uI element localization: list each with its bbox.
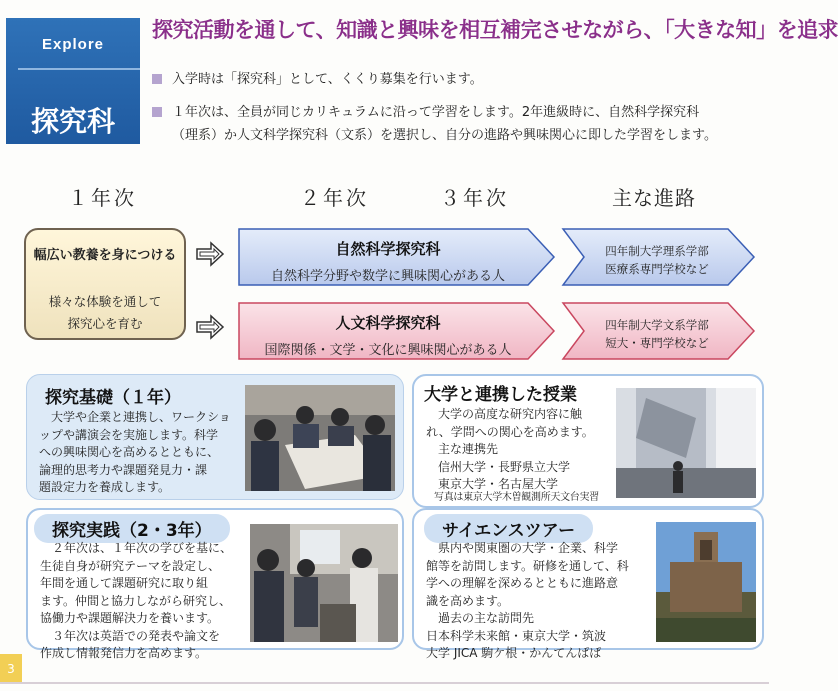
bullet-square-icon [152,107,162,117]
first-year-box [24,228,186,340]
research-photo [250,524,398,642]
column-header-career: 主な進路 [612,186,696,210]
card-title: サイエンスツアー [424,514,593,543]
card-science-tour [412,508,764,660]
card-inquiry-basics [26,374,404,500]
column-header-year1: １年次 [68,186,137,210]
card-title: 探究基礎（１年） [45,388,181,408]
column-header-year3: ３年次 [440,186,509,210]
card-body: 大学の高度な研究内容に触 れ、学問への関心を高めます。 主な連携先 信州大学・長野県立大学 東京大学・名古屋大学 [426,407,594,491]
card-title: 探究実践（2・3年） [34,514,230,543]
science-track-subtitle: 自然科学分野や数学に興味関心がある人 [270,269,505,284]
card-body: 大学や企業と連携し、ワークショ ップや講演会を実施します。科学 への興味関心を高めるとともに、 論理的思考力や課題発見力・課 題設定力を養成します。 [39,410,231,494]
card-body: ２年次は、１年次の学びを基に、 生徒自身が研究テーマを設定し、 年間を通して課題研究に取り組 ます。仲間と協力しながら研究し、 協働力や課題解決力を養います。 ３年次は英語での発表や論文を 作成し情報発信力を高めます。 [40,541,233,660]
workshop-photo [245,385,395,491]
photo-caption: 写真は東京大学木曽観測所天文台実習 [434,492,599,503]
section-badge [6,18,140,144]
observatory-photo [616,388,756,498]
explore-label: Explore [41,36,105,53]
science-track-label [238,238,538,284]
humanities-career-text: 四年制大学文系学部 短大・専門学校など [605,318,709,350]
column-header-year2: ２年次 [300,186,369,210]
card-university-collab [412,374,764,508]
humanities-track-subtitle: 国際関係・文学・文化に興味関心がある人 [264,343,512,358]
arrow-right-icon [196,242,224,266]
card-inquiry-practice [26,508,404,660]
headline: 探究活動を通して、知識と興味を相互補完させながら、「大きな知」を追求 [152,18,838,42]
bullet-square-icon [152,74,162,84]
section-title: 探究科 [30,105,115,138]
campus-building-photo [656,522,756,642]
divider [18,68,140,70]
bullet-item: １年次は、全員が同じカリキュラムに沿って学習をします。2年進級時に、自然科学探究科 （理系）か人文科学探究科（文系）を選択し、自分の進路や興味関心に即した学習をします。 [152,101,752,147]
first-year-title: 幅広い教養を身につける [33,248,177,263]
card-title: 大学と連携した授業 [424,385,577,405]
science-track-title: 自然科学探究科 [335,240,441,258]
first-year-line1: 様々な体験を通して [48,294,162,309]
first-year-line2: 探究心を育む [67,316,143,331]
page-number: 3 [0,654,22,684]
arrow-right-icon [196,315,224,339]
bottom-divider [0,682,769,684]
humanities-track-title: 人文科学探究科 [335,314,441,332]
science-career-text: 四年制大学理系学部 医療系専門学校など [605,244,709,276]
bullet-item: 入学時は「探究科」として、くくり募集を行います。 [152,68,483,91]
humanities-track-label [238,312,538,358]
card-body: 県内や関東圏の大学・企業、科学 館等を訪問します。研修を通して、科 学への理解を深めるとともに進路意 識を高めます。 過去の主な訪問先 日本科学未来館・東京大学・筑波 大学 JICA 駒ケ根・かんてんぱぱ [426,541,629,660]
